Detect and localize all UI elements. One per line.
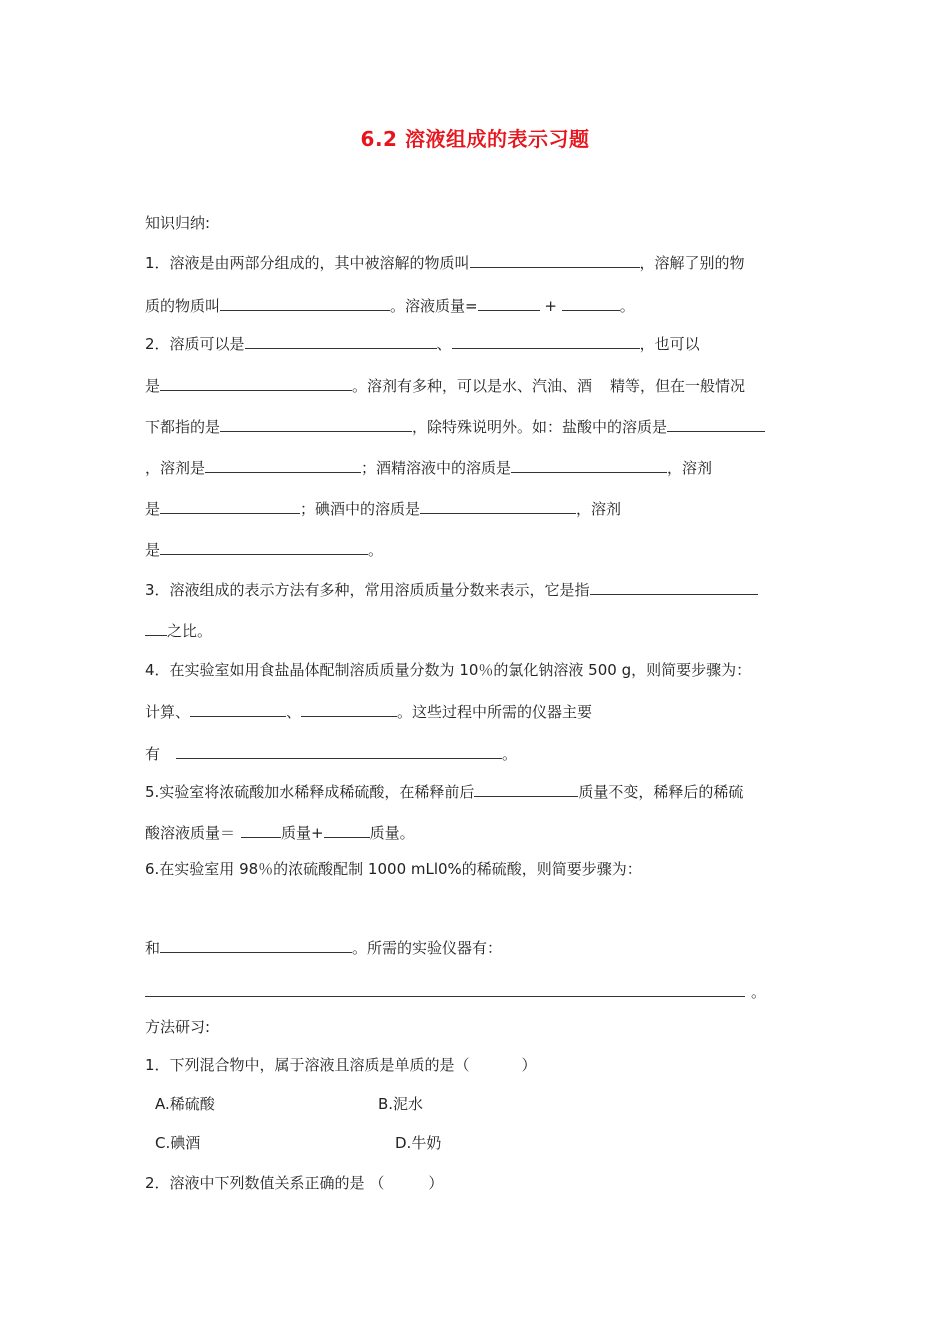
question-3-line-1: [145, 579, 758, 600]
text-segment: ；碘酒中的溶质是: [300, 500, 421, 518]
answer-blank[interactable]: [205, 457, 361, 473]
question-4-line-1: [145, 660, 751, 680]
text-segment: 。: [368, 541, 384, 559]
answer-blank[interactable]: [470, 252, 640, 268]
answer-blank[interactable]: [245, 333, 437, 349]
text-segment: 酸溶液质量＝: [145, 824, 236, 842]
answer-blank[interactable]: [220, 416, 412, 432]
text-segment: 6.在实验室用 98％的浓硫酸配制 1000 mLl0%的稀硫酸，则简要步骤为：: [145, 860, 642, 878]
text-segment: 1．溶液是由两部分组成的，其中被溶解的物质叫: [145, 254, 470, 272]
question-1-line-2: [145, 295, 635, 316]
answer-blank[interactable]: [452, 333, 640, 349]
text-segment: 2．溶质可以是: [145, 335, 245, 353]
question-4-line-2: [145, 701, 592, 722]
question-6-line-3: [145, 981, 766, 1002]
option-c[interactable]: C.碘酒: [155, 1134, 201, 1152]
text-segment: ，溶解了别的物: [639, 254, 745, 272]
option-b[interactable]: B.泥水: [378, 1095, 424, 1113]
page-title: 6.2 溶液组成的表示习题: [360, 127, 590, 151]
question-5-line-1: [145, 781, 743, 802]
answer-blank[interactable]: [160, 498, 300, 514]
text-segment: 和: [145, 939, 161, 957]
text-segment: 下都指的是: [145, 418, 221, 436]
answer-blank[interactable]: [160, 937, 352, 953]
text-segment: 精等，但在一般情况: [610, 377, 746, 395]
answer-blank[interactable]: [478, 295, 540, 311]
text-segment: 5.实验室将浓硫酸加水稀释成稀硫酸，在稀释前后: [145, 783, 475, 801]
question-2-line-3: [145, 416, 765, 437]
text-segment: ，也可以: [639, 335, 700, 353]
text-segment: ）: [521, 1056, 537, 1074]
method-question-2: [145, 1173, 443, 1193]
answer-blank[interactable]: [667, 416, 765, 432]
answer-blank[interactable]: [562, 295, 620, 311]
question-6-line-2: [145, 937, 502, 958]
text-segment: 3．溶液组成的表示方法有多种，常用溶质质量分数来表示，它是指: [145, 581, 590, 599]
text-segment: 是: [145, 500, 161, 518]
text-segment: 质量。: [369, 824, 415, 842]
question-5-line-2: [145, 822, 415, 843]
answer-blank[interactable]: [324, 822, 370, 838]
text-segment: ，溶剂是: [145, 459, 206, 477]
text-segment: 。: [502, 745, 518, 763]
text-segment: 计算、: [145, 703, 191, 721]
text-segment: 有: [145, 745, 161, 763]
answer-blank[interactable]: [511, 457, 667, 473]
answer-blank[interactable]: [160, 375, 352, 391]
question-2-line-6: [145, 539, 383, 560]
text-segment: 。这些过程中所需的仪器主要: [397, 703, 593, 721]
text-segment: 质的物质叫: [145, 297, 221, 315]
text-segment: 是: [145, 541, 161, 559]
question-6-line-1: [145, 859, 642, 879]
option-a[interactable]: A.稀硫酸: [155, 1095, 215, 1113]
answer-blank[interactable]: [301, 701, 397, 717]
question-4-line-3: [145, 743, 517, 764]
text-segment: 。: [751, 983, 767, 1001]
text-segment: 。: [619, 297, 635, 315]
text-segment: 之比。: [167, 622, 213, 640]
text-segment: 1．下列混合物中，属于溶液且溶质是单质的是（: [145, 1056, 470, 1074]
answer-blank[interactable]: [160, 539, 368, 555]
text-segment: 、: [436, 335, 452, 353]
question-2-line-1: [145, 333, 700, 354]
text-segment: 质量+: [281, 824, 324, 842]
text-segment: 质量不变，稀释后的稀硫: [578, 783, 744, 801]
text-segment: ，溶剂: [667, 459, 713, 477]
answer-blank[interactable]: [190, 701, 286, 717]
answer-blank[interactable]: [474, 781, 578, 797]
text-segment: 是: [145, 377, 161, 395]
text-segment: ，溶剂: [576, 500, 622, 518]
question-2-line-2: [145, 375, 745, 396]
text-segment: 4．在实验室如用食盐晶体配制溶质质量分数为 10％的氯化钠溶液 500 g，则简要步骤为：: [145, 661, 752, 679]
answer-blank[interactable]: [241, 822, 281, 838]
answer-blank[interactable]: [176, 743, 502, 759]
text-segment: 。溶剂有多种，可以是水、汽油、酒: [352, 377, 593, 395]
text-segment: 2．溶液中下列数值关系正确的是 （: [145, 1174, 385, 1192]
plus-sign: +: [544, 297, 557, 315]
section-heading-method: 方法研习:: [145, 1018, 211, 1036]
method-question-1: [145, 1055, 537, 1075]
section-heading-knowledge: 知识归纳:: [145, 214, 211, 232]
text-segment: 。溶液质量=: [390, 297, 478, 315]
answer-blank[interactable]: [145, 620, 167, 636]
text-segment: 。所需的实验仪器有：: [352, 939, 503, 957]
answer-blank[interactable]: [220, 295, 390, 311]
text-segment: ；酒精溶液中的溶质是: [361, 459, 512, 477]
option-d[interactable]: D.牛奶: [395, 1134, 442, 1152]
answer-blank[interactable]: [420, 498, 576, 514]
answer-blank[interactable]: [145, 981, 745, 997]
question-2-line-4: [145, 457, 712, 478]
answer-blank[interactable]: [590, 579, 758, 595]
question-1-line-1: [145, 252, 745, 273]
text-segment: ，除特殊说明外。如：盐酸中的溶质是: [412, 418, 668, 436]
question-2-line-5: [145, 498, 621, 519]
text-segment: ）: [428, 1174, 444, 1192]
question-3-line-2: [145, 620, 212, 641]
text-segment: 、: [286, 703, 302, 721]
